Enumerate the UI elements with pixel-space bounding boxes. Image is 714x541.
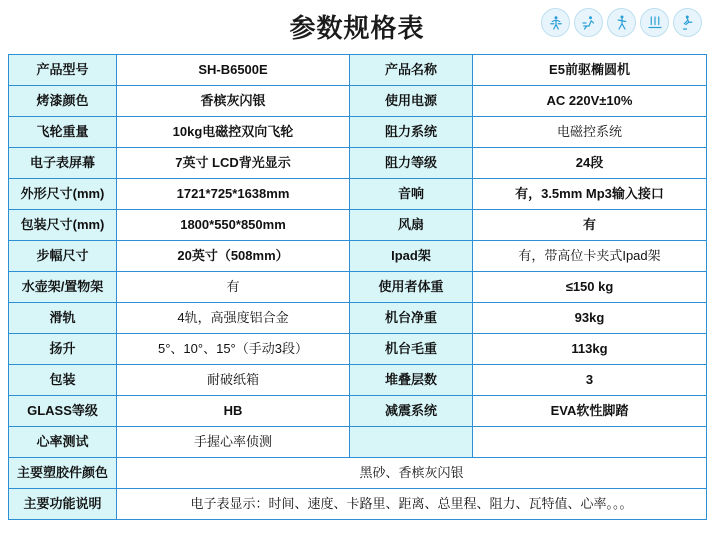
- row-label-console-screen: 电子表屏幕: [9, 148, 117, 179]
- row-value-shock-system: EVA软性脚踏: [473, 396, 707, 427]
- row-value-stride-length: 20英寸（508mm）: [117, 241, 350, 272]
- row-label-model: 产品型号: [9, 55, 117, 86]
- row-value-glass-grade: HB: [117, 396, 350, 427]
- row-label-net-weight: 机台净重: [350, 303, 473, 334]
- row-value-product-name: E5前驱椭圆机: [473, 55, 707, 86]
- row-label-audio: 音响: [350, 179, 473, 210]
- row-value-bottle-holder: 有: [117, 272, 350, 303]
- row-label-rail: 滑轨: [9, 303, 117, 334]
- row-value-incline: 5°、10°、15°（手动3段）: [117, 334, 350, 365]
- row-value-resistance-levels: 24段: [473, 148, 707, 179]
- spec-table-wrap: [8, 54, 706, 521]
- row-label-shock-system: 减震系统: [350, 396, 473, 427]
- row-value-rail: 4轨，高强度铝合金: [117, 303, 350, 334]
- row-value-plastic-color: 黑砂、香槟灰闪银: [117, 458, 707, 489]
- recumbent-bike-icon: [574, 8, 603, 37]
- row-value-console-screen: 7英寸 LCD背光显示: [117, 148, 350, 179]
- row-label-user-weight: 使用者体重: [350, 272, 473, 303]
- row-value-ipad-holder: 有，带高位卡夹式Ipad架: [473, 241, 707, 272]
- row-value-package-dimensions: 1800*550*850mm: [117, 210, 350, 241]
- row-label-paint-color: 烤漆颜色: [9, 86, 117, 117]
- row-value-power: AC 220V±10%: [473, 86, 707, 117]
- row-value-flywheel-weight: 10kg电磁控双向飞轮: [117, 117, 350, 148]
- table-row: [9, 117, 707, 148]
- table-row: [9, 303, 707, 334]
- row-value-gross-weight: 113kg: [473, 334, 707, 365]
- row-label-ipad-holder: Ipad架: [350, 241, 473, 272]
- row-label-dimensions: 外形尺寸(mm): [9, 179, 117, 210]
- table-row: [9, 365, 707, 396]
- elliptical-trainer-icon: [607, 8, 636, 37]
- row-value-dimensions: 1721*725*1638mm: [117, 179, 350, 210]
- exercise-bike-icon: [673, 8, 702, 37]
- table-row: [9, 396, 707, 427]
- table-row: [9, 210, 707, 241]
- page-title: 参数规格表: [289, 13, 425, 43]
- row-value-stacking-layers: 3: [473, 365, 707, 396]
- table-row: [9, 272, 707, 303]
- row-label-stride-length: 步幅尺寸: [9, 241, 117, 272]
- equipment-icon-strip: [541, 8, 702, 37]
- row-label-resistance-system: 阻力系统: [350, 117, 473, 148]
- row-label-resistance-levels: 阻力等级: [350, 148, 473, 179]
- treadmill-icon: [640, 8, 669, 37]
- row-value-heart-rate: 手握心率侦测: [117, 427, 350, 458]
- row-label-incline: 扬升: [9, 334, 117, 365]
- row-label-power: 使用电源: [350, 86, 473, 117]
- spec-table: [8, 54, 707, 520]
- row-value-fan: 有: [473, 210, 707, 241]
- row-label-empty: [350, 427, 473, 458]
- table-row: [9, 489, 707, 520]
- row-value-main-functions: 电子表显示：时间、速度、卡路里、距离、总里程、阻力、瓦特值、心率。。。: [117, 489, 707, 520]
- row-value-packaging: 耐破纸箱: [117, 365, 350, 396]
- table-row: [9, 458, 707, 489]
- row-label-heart-rate: 心率测试: [9, 427, 117, 458]
- row-value-empty: [473, 427, 707, 458]
- table-row: [9, 241, 707, 272]
- table-row: [9, 55, 707, 86]
- row-label-main-functions: 主要功能说明: [9, 489, 117, 520]
- row-label-fan: 风扇: [350, 210, 473, 241]
- table-row: [9, 334, 707, 365]
- row-label-gross-weight: 机台毛重: [350, 334, 473, 365]
- row-label-product-name: 产品名称: [350, 55, 473, 86]
- row-label-plastic-color: 主要塑胶件颜色: [9, 458, 117, 489]
- row-label-flywheel-weight: 飞轮重量: [9, 117, 117, 148]
- row-value-audio: 有，3.5mm Mp3输入接口: [473, 179, 707, 210]
- row-value-resistance-system: 电磁控系统: [473, 117, 707, 148]
- spec-table-body: [9, 55, 707, 520]
- row-label-bottle-holder: 水壶架/置物架: [9, 272, 117, 303]
- row-label-stacking-layers: 堆叠层数: [350, 365, 473, 396]
- table-row: [9, 427, 707, 458]
- row-value-user-weight: ≤150 kg: [473, 272, 707, 303]
- table-row: [9, 148, 707, 179]
- row-value-model: SH-B6500E: [117, 55, 350, 86]
- row-label-packaging: 包装: [9, 365, 117, 396]
- table-row: [9, 179, 707, 210]
- row-label-glass-grade: GLASS等级: [9, 396, 117, 427]
- rowing-machine-icon: [541, 8, 570, 37]
- row-value-paint-color: 香槟灰闪银: [117, 86, 350, 117]
- page-header: [0, 0, 714, 48]
- row-value-net-weight: 93kg: [473, 303, 707, 334]
- table-row: [9, 86, 707, 117]
- row-label-package-dimensions: 包装尺寸(mm): [9, 210, 117, 241]
